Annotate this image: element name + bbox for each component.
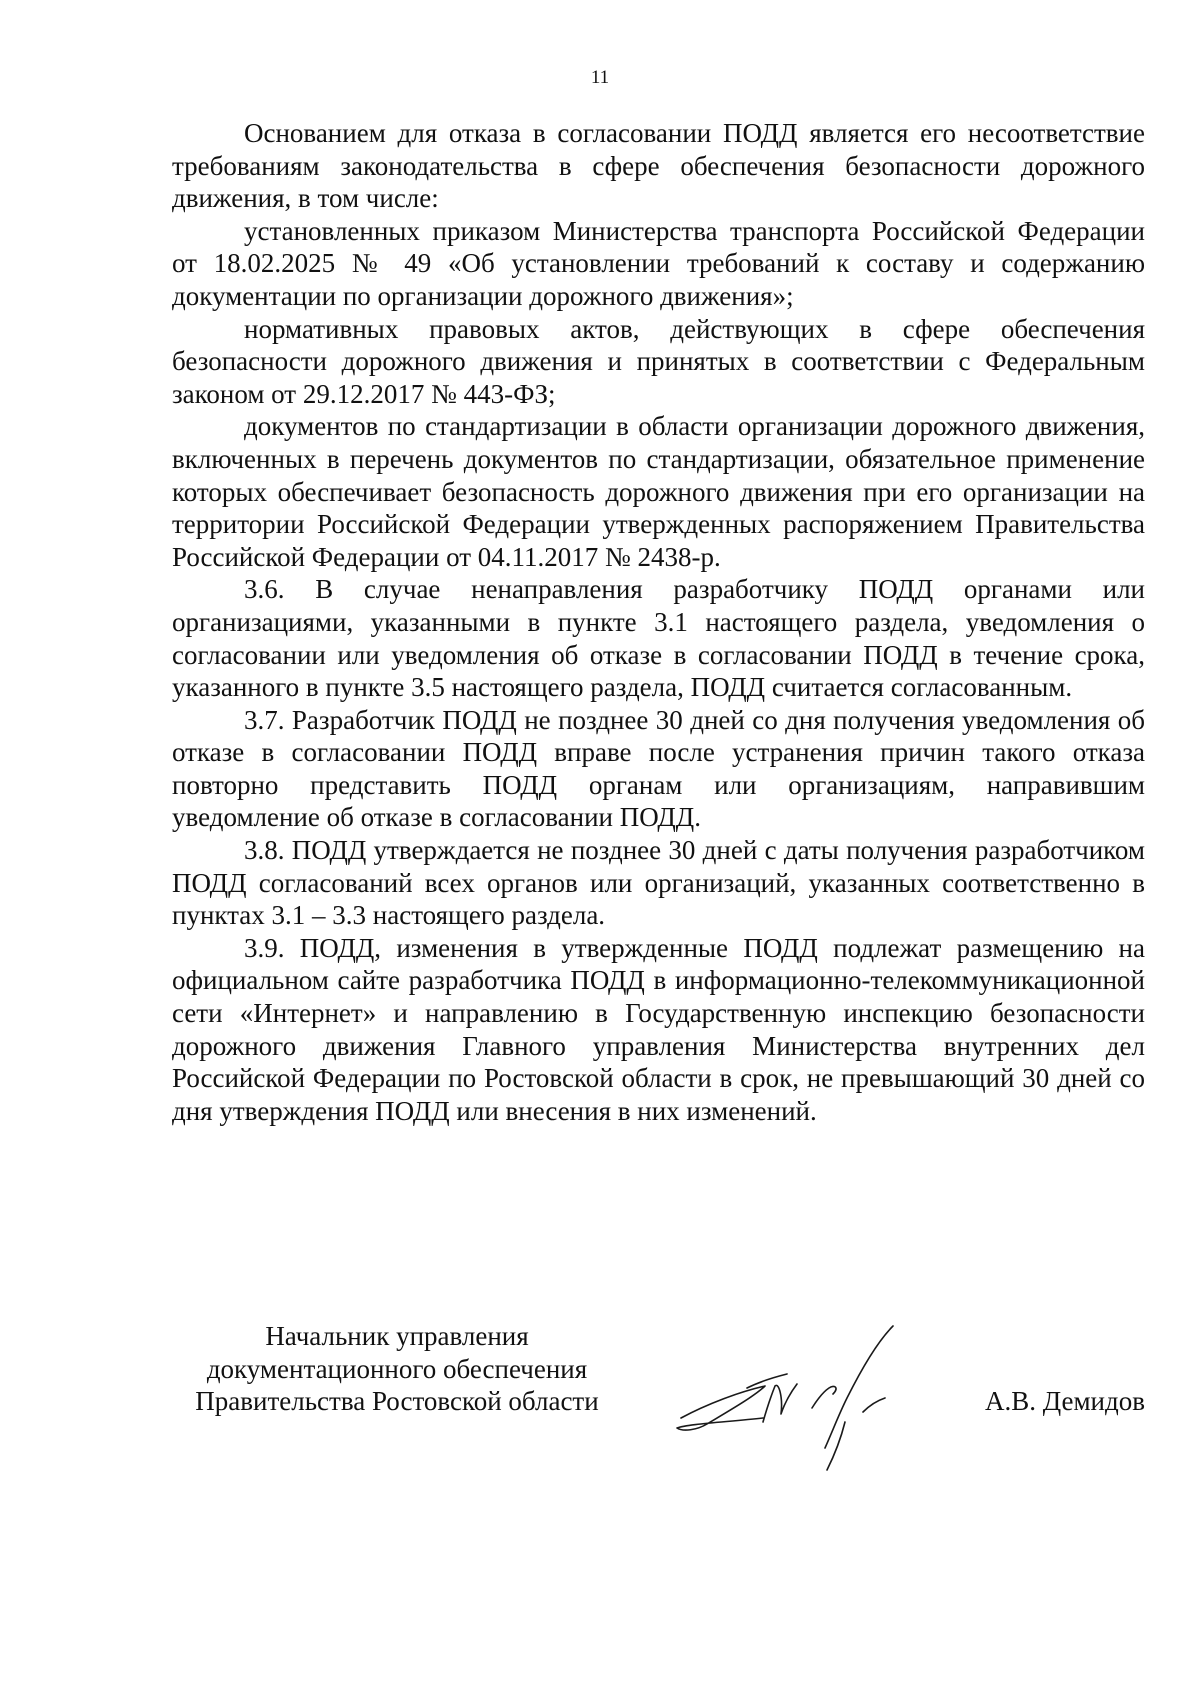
signer-name: А.В. Демидов	[984, 1386, 1145, 1416]
signature-strokes	[677, 1326, 893, 1470]
handwritten-signature	[667, 1312, 937, 1482]
paragraph-clause-3-6: 3.6. В случае ненаправления разработчику ПОДД органами или организациями, указанными в пункте 3.1 настоящего раздела, уведомления о согласовании или уведомления об отказе в согласовании ПОДД в течение срока, указанного в пункте 3.5 настоящего раздела, ПОДД считается согласованным.	[172, 574, 1145, 703]
paragraph-ministry-order: установленных приказом Министерства транспорта Российской Федерации от 18.02.2025 № 49 «Об установлении требований к составу и содержанию документации по организации дорожного движения»;	[172, 215, 1145, 311]
signer-title-line: документационного обеспечения	[206, 1353, 588, 1384]
signer-title-line: Правительства Ростовской области	[195, 1386, 599, 1417]
paragraph-standardization-documents: документов по стандартизации в области организации дорожного движения, включенных в перечень документов по стандартизации, обязательное применение которых обеспечивает безопасность дорожного движения при его организации на территории Российской Федерации утвержденных распоряжением Правительства Российской Федерации от 04.11.2017 № 2438-р.	[172, 411, 1145, 572]
paragraph-clause-3-7: 3.7. Разработчик ПОДД не позднее 30 дней со дня получения уведомления об отказе в согласовании ПОДД вправе после устранения причин такого отказа повторно представить ПОДД органам или организациям, направившим уведомление об отказе в согласовании ПОДД.	[172, 704, 1145, 833]
paragraph-clause-3-9: 3.9. ПОДД, изменения в утвержденные ПОДД подлежат размещению на официальном сайте разработчика ПОДД в информационно-телекоммуникационной сети «Интернет» и направлению в Государственную инспекцию безопасности дорожного движения Главного управления Министерства внутренних дел Российской Федерации по Ростовской области в срок, не превышающий 30 дней со дня утверждения ПОДД или внесения в них изменений.	[172, 932, 1145, 1126]
signer-title-line: Начальник управления	[265, 1321, 529, 1351]
paragraph-refusal-grounds: Основанием для отказа в согласовании ПОДД является его несоответствие требованиям законодательства в сфере обеспечения безопасности дорожного движения, в том числе:	[172, 118, 1145, 214]
signature-block	[172, 1320, 1145, 1480]
document-body	[172, 117, 1145, 1127]
page-number: 11	[590, 67, 610, 88]
paragraph-clause-3-8: 3.8. ПОДД утверждается не позднее 30 дней с даты получения разработчиком ПОДД согласований всех органов или организаций, указанных соответственно в пунктах 3.1 – 3.3 настоящего раздела.	[172, 835, 1145, 931]
signer-title	[172, 1320, 622, 1418]
paragraph-normative-acts: нормативных правовых актов, действующих в сфере обеспечения безопасности дорожного движения и принятых в соответствии с Федеральным законом от 29.12.2017 № 443-ФЗ;	[172, 313, 1145, 409]
